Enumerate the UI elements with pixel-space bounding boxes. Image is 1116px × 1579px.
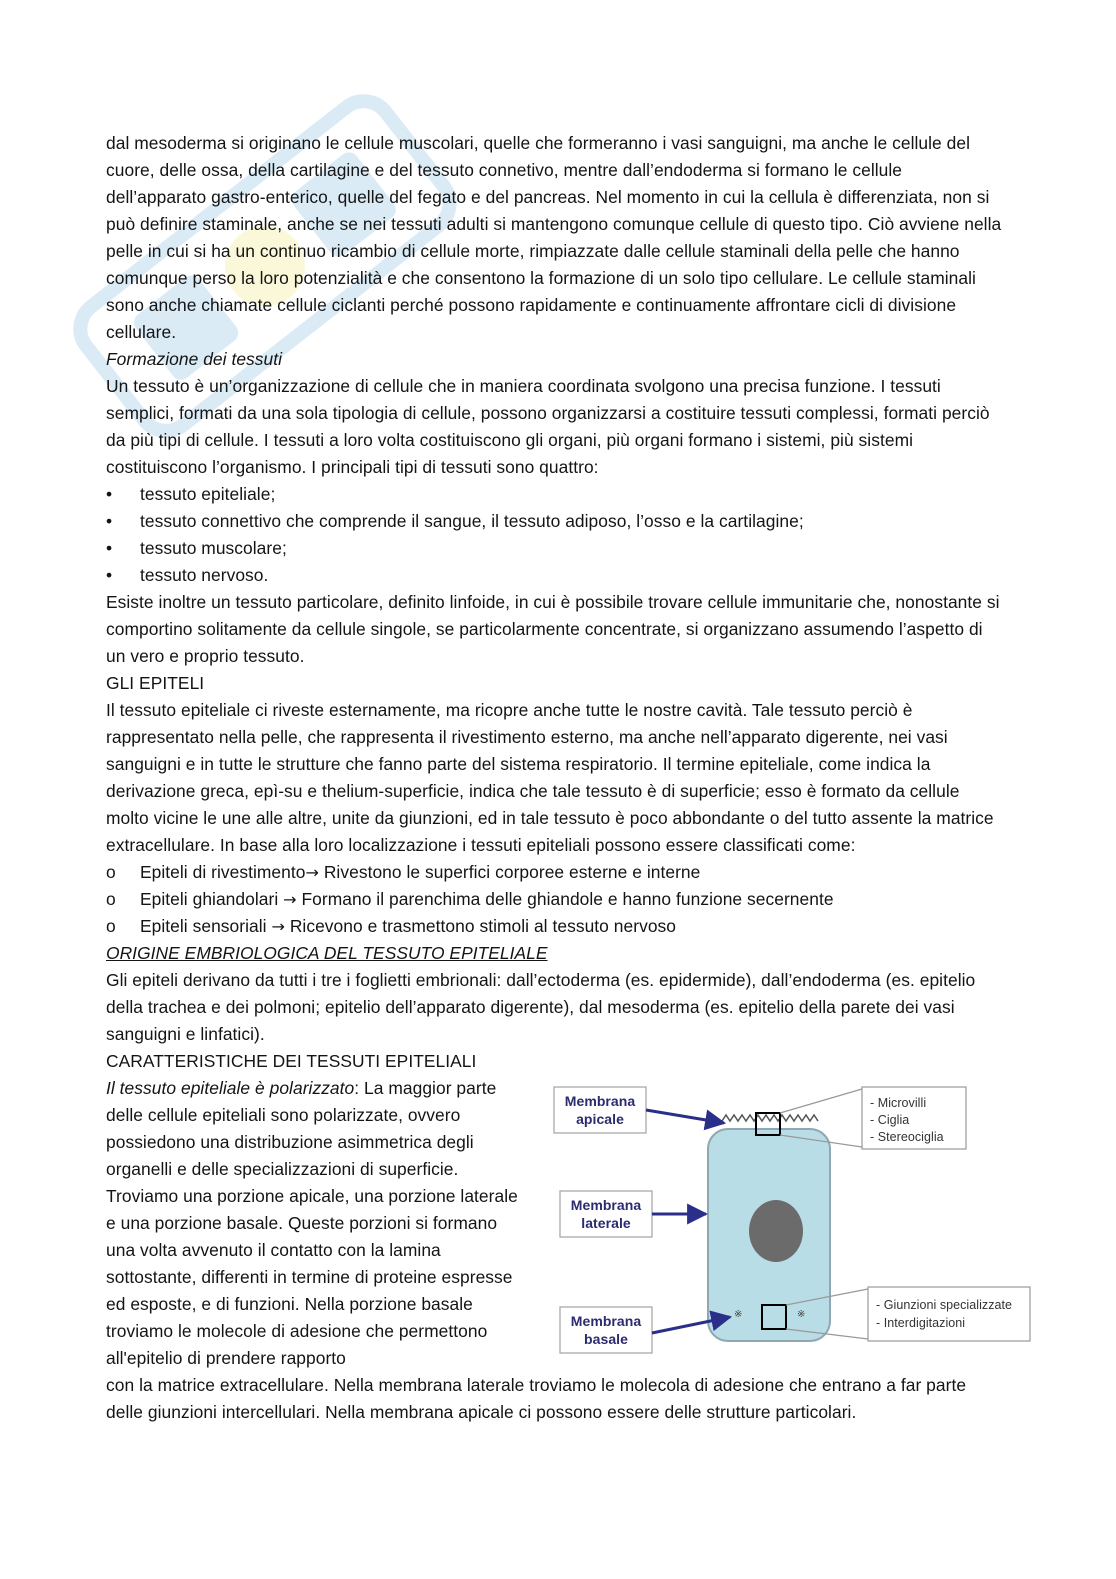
arrow-right-icon: → — [271, 917, 285, 936]
section-heading-epiteli: GLI EPITELI — [106, 673, 205, 693]
epithelium-classification-list — [106, 859, 1006, 940]
bullet-marker: • — [106, 484, 113, 504]
list-item: o Epiteli ghiandolari → Formano il parenchima delle ghiandole e hanno funzione secernente — [106, 886, 1006, 913]
epiteli-paragraph: Il tessuto epiteliale ci riveste esternamente, ma ricopre anche tutte le nostre cavità. Tale tessuto perciò è rappresentato nella pelle, che rappresenta il rivestimento esterno, ma anche nell’apparato digerente, nei vasi sanguigni e in tutte le strutture che fanno parte del sistema respiratorio. Il termine epiteliale, come indica la derivazione greca, epì-su e thelium-superficie, indica che tale tessuto è di superficie; esso è formato da cellule molto vicine le une alle altre, unite da giunzioni, ed in tale tessuto è poco abbondante o del tutto assente la matrice extracellulare. In base alla loro localizzazione i tessuti epiteliali possono essere classificati come: — [106, 700, 994, 855]
nucleus-shape — [749, 1200, 803, 1262]
callout-item-interdigitazioni: - Interdigitazioni — [876, 1316, 966, 1330]
intro-paragraph: dal mesoderma si originano le cellule muscolari, quelle che formeranno i vasi sanguigni, ma anche le cellule del cuore, delle ossa, della cartilagine e del tessuto connetivo, mentre dall’endoderma si formano le cellule dell’apparato gastro-enterico, quelle del fegato e del pancreas. Nel momento in cui la cellula è differenziata, non si può definire staminale, anche se nei tessuti adulti si mantengono comunque cellule di questo tipo. Ciò avviene nella pelle in cui si ha un continuo ricambio di cellule morte, rimpiazzate dalle cellule staminali della pelle che hanno comunque perso la loro potenzialità e che consentono la formazione di un solo tipo cellulare. Le cellule staminali sono anche chiamate cellule ciclanti perché possono rapidamente e continuamente affrontare cicli di divisione cellulare. — [106, 133, 1002, 342]
junction-mark-icon: ※ — [797, 1309, 806, 1320]
apical-callout-line — [780, 1089, 862, 1113]
label-apical-line1: Membrana — [564, 1093, 636, 1109]
callout-item-giunzioni: - Giunzioni specializzate — [876, 1298, 1013, 1312]
epithelial-cell-diagram — [550, 1077, 1032, 1367]
arrow-right-icon: → — [305, 863, 319, 882]
callout-item-ciglia: - Ciglia — [870, 1113, 910, 1127]
label-basal-line1: Membrana — [570, 1313, 642, 1329]
list-item: • tessuto muscolare; — [106, 535, 1006, 562]
list-item: o Epiteli di rivestimento→ Rivestono le superfici corporee esterne e interne — [106, 859, 1006, 886]
callout-item-microvilli: - Microvilli — [870, 1096, 927, 1110]
list-item: o Epiteli sensoriali → Ricevono e trasmettono stimoli al tessuto nervoso — [106, 913, 1006, 940]
label-lateral-line1: Membrana — [570, 1197, 642, 1213]
label-lateral-line2: laterale — [581, 1215, 631, 1231]
document-body — [106, 130, 1013, 1426]
arrow-right-icon: → — [283, 890, 297, 909]
origine-paragraph: Gli epiteli derivano da tutti i tre i foglietti embrionali: dall’ectoderma (es. epidermide), dall’endoderma (es. epitelio della trachea e dei polmoni; epitelio dell’apparato digerente), dal mesoderma (es. epitelio della parete dei vasi sanguigni e linfatici). — [106, 970, 976, 1044]
list-item: • tessuto epiteliale; — [106, 481, 1006, 508]
continuation-paragraph: con la matrice extracellulare. Nella membrana laterale troviamo le molecola di adesione che entrano a far parte delle giunzioni intercellulari. Nella membrana apicale ci possono essere delle strutture particolari. — [106, 1375, 967, 1422]
label-basal-line2: basale — [584, 1331, 628, 1347]
bullet-marker: • — [106, 565, 113, 585]
microvilli-texture — [722, 1115, 818, 1121]
bullet-marker: • — [106, 511, 113, 531]
circle-marker: o — [106, 862, 116, 882]
circle-marker: o — [106, 916, 116, 936]
list-item: • tessuto connettivo che comprende il sangue, il tessuto adiposo, l’osso e la cartilagine; — [106, 508, 1006, 535]
list-item: • tessuto nervoso. — [106, 562, 1006, 589]
label-apical-line2: apicale — [576, 1111, 624, 1127]
polarization-paragraph: Il tessuto epiteliale è polarizzato: La maggior parte delle cellule epiteliali sono polarizzate, ovvero possiedono una distribuzione asimmetrica degli organelli e delle specializzazioni di superficie. Troviamo una porzione apicale, una porzione laterale e una porzione basale. Queste porzioni si formano una volta avvenuto il contatto con la lamina sottostante, differenti in termine di proteine espresse ed esposte, e di funzioni. Nella porzione basale troviamo le molecole di adesione che permettono all'epitelio di prendere rapporto — [106, 1078, 518, 1368]
section-heading-formazione: Formazione dei tessuti — [106, 349, 283, 369]
section-heading-caratteristiche: CARATTERISTICHE DEI TESSUTI EPITELIALI — [106, 1051, 477, 1071]
apical-arrow — [646, 1110, 724, 1123]
linfoide-paragraph: Esiste inoltre un tessuto particolare, definito linfoide, in cui è possibile trovare cellule immunitarie che, nonostante si comportino solitamente da cellule singole, se particolarmente concentrate, si organizzano assumendo l’aspetto di un vero e proprio tessuto. — [106, 592, 1000, 666]
bullet-marker: • — [106, 538, 113, 558]
circle-marker: o — [106, 889, 116, 909]
basal-callout-box — [868, 1287, 1030, 1341]
tissue-types-list — [106, 481, 1006, 589]
formazione-paragraph: Un tessuto è un’organizzazione di cellule che in maniera coordinata svolgono una precisa funzione. I tessuti semplici, formati da una sola tipologia di cellule, possono organizzarsi a costituire tessuti complessi, formati perciò da più tipi di cellule. I tessuti a loro volta costituiscono gli organi, più organi formano i sistemi, più sistemi costituiscono l’organismo. I principali tipi di tessuti sono quattro: — [106, 376, 990, 477]
section-heading-origine: ORIGINE EMBRIOLOGICA DEL TESSUTO EPITELIALE — [106, 943, 548, 963]
junction-mark-icon: ※ — [734, 1309, 743, 1320]
polarization-block — [106, 1075, 1013, 1372]
callout-item-stereociglia: - Stereociglia — [870, 1130, 944, 1144]
polarization-lead: Il tessuto epiteliale è polarizzato — [106, 1078, 355, 1098]
